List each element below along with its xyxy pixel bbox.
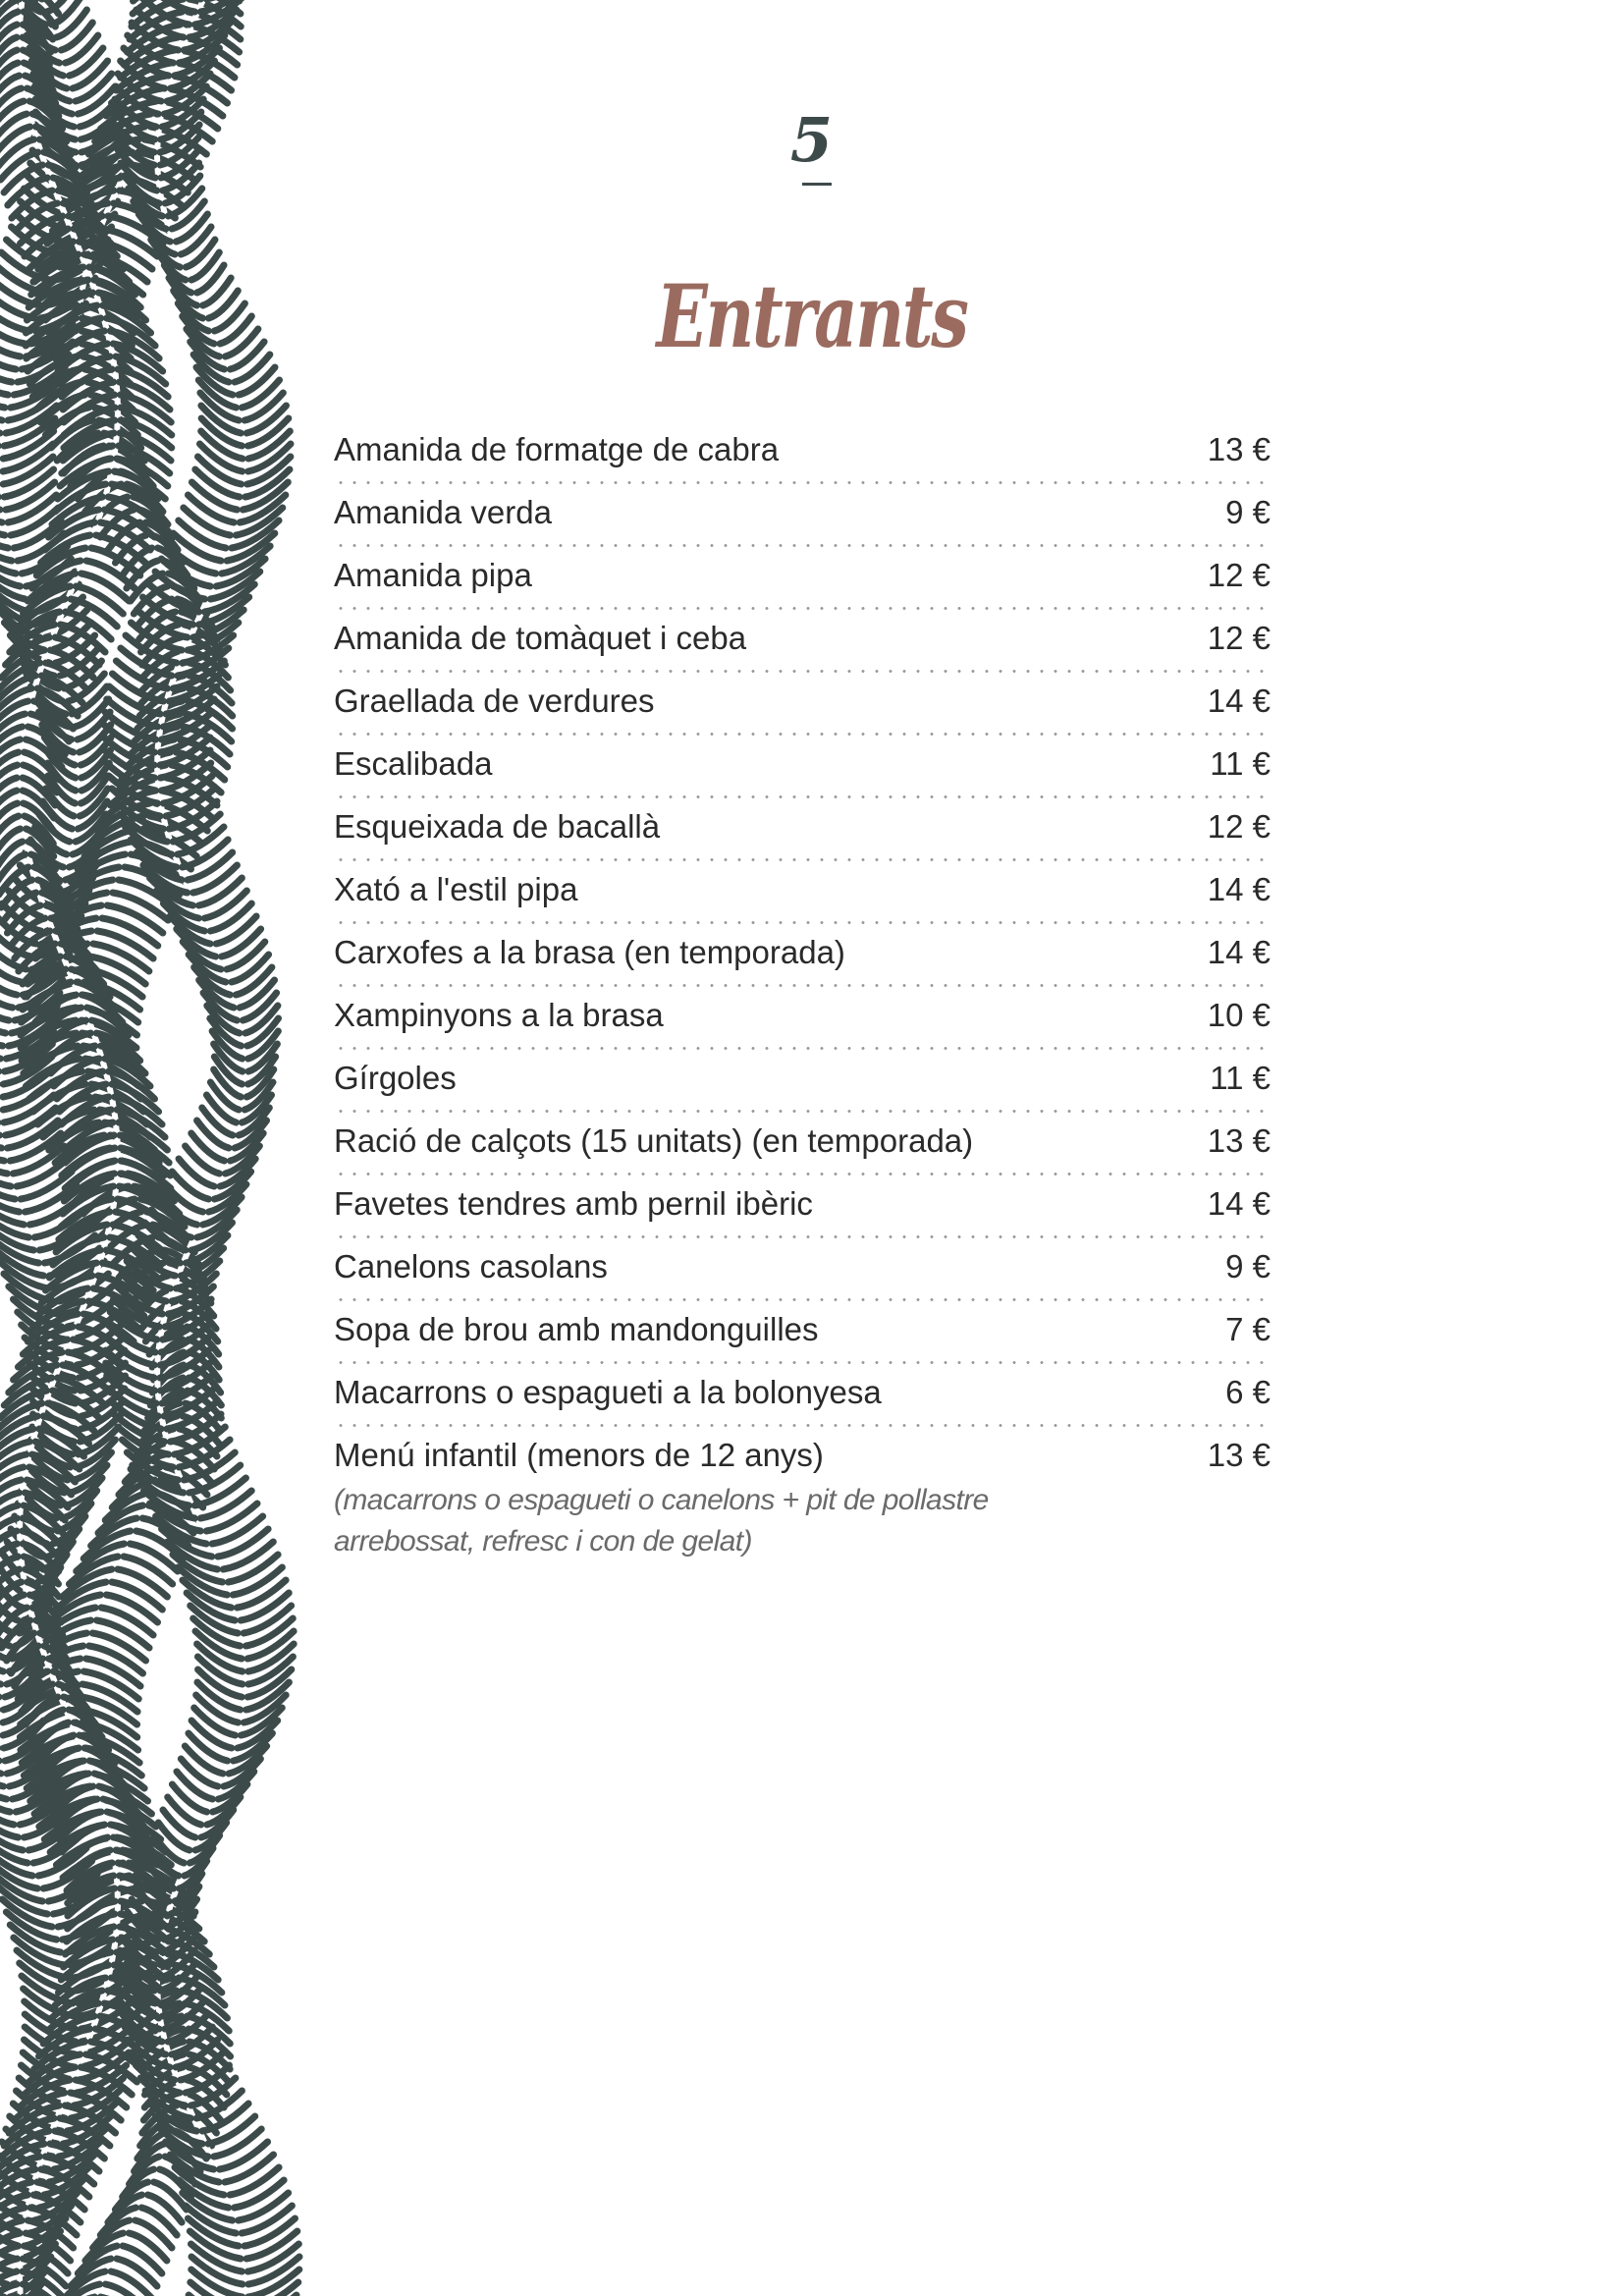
menu-item	[334, 925, 1271, 988]
menu-list	[334, 422, 1271, 1565]
section-title: Entrants	[656, 265, 967, 367]
item-price: 6 €	[1225, 1374, 1271, 1410]
item-price: 12 €	[1207, 620, 1271, 656]
dotted-separator	[334, 481, 1271, 484]
item-name: Graellada de verdures	[334, 683, 655, 719]
dotted-separator	[334, 670, 1271, 673]
item-name: Amanida pipa	[334, 557, 532, 593]
dotted-separator	[334, 984, 1271, 987]
dotted-separator	[334, 795, 1271, 798]
item-name: Xampinyons a la brasa	[334, 997, 664, 1033]
item-name: Amanida verda	[334, 494, 552, 530]
menu-item	[334, 485, 1271, 548]
menu-item	[334, 1365, 1271, 1428]
page-number: 5	[789, 104, 834, 176]
menu-item	[334, 737, 1271, 799]
item-price: 14 €	[1207, 1185, 1271, 1222]
item-price: 14 €	[1207, 934, 1271, 970]
item-price: 12 €	[1207, 557, 1271, 593]
dotted-separator	[334, 1298, 1271, 1301]
menu-item	[334, 1176, 1271, 1239]
item-price: 11 €	[1210, 745, 1271, 782]
item-price: 10 €	[1207, 997, 1271, 1033]
menu-item	[334, 1114, 1271, 1176]
dotted-separator	[334, 1173, 1271, 1175]
menu-item	[334, 862, 1271, 925]
item-name: Macarrons o espagueti a la bolonyesa	[334, 1374, 882, 1410]
item-name: Canelons casolans	[334, 1248, 608, 1285]
dotted-separator	[334, 733, 1271, 736]
page-number-underline	[802, 183, 832, 186]
item-note: (macarrons o espagueti o canelons + pit de pollastre arrebossat, refresc i con de gelat)	[334, 1484, 989, 1558]
item-price: 7 €	[1225, 1311, 1271, 1347]
item-name: Menú infantil (menors de 12 anys)	[334, 1437, 824, 1473]
item-name: Esqueixada de bacallà	[334, 808, 661, 845]
item-name: Carxofes a la brasa (en temporada)	[334, 934, 845, 970]
item-name: Favetes tendres amb pernil ibèric	[334, 1185, 813, 1222]
item-price: 12 €	[1207, 808, 1271, 845]
dotted-separator	[334, 921, 1271, 924]
item-price: 13 €	[1207, 1437, 1271, 1473]
item-name: Xató a l'estil pipa	[334, 871, 578, 907]
item-name: Ració de calçots (15 unitats) (en temporada)	[334, 1122, 974, 1159]
item-name: Amanida de formatge de cabra	[334, 431, 780, 467]
menu-item	[334, 548, 1271, 611]
dotted-separator	[334, 858, 1271, 861]
item-price: 11 €	[1210, 1060, 1271, 1096]
item-name: Gírgoles	[334, 1060, 457, 1096]
menu-item	[334, 799, 1271, 862]
item-price: 14 €	[1207, 871, 1271, 907]
dotted-separator	[334, 544, 1271, 547]
item-price: 13 €	[1207, 1122, 1271, 1159]
dotted-separator	[334, 1235, 1271, 1238]
dotted-separator	[334, 607, 1271, 610]
menu-item	[334, 1239, 1271, 1302]
menu-item	[334, 422, 1271, 485]
menu-item	[334, 674, 1271, 737]
item-price: 9 €	[1225, 494, 1271, 530]
item-name: Sopa de brou amb mandonguilles	[334, 1311, 819, 1347]
item-name: Escalibada	[334, 745, 493, 782]
dotted-separator	[334, 1361, 1271, 1364]
item-price: 13 €	[1207, 431, 1271, 467]
dotted-separator	[334, 1047, 1271, 1050]
item-name: Amanida de tomàquet i ceba	[334, 620, 747, 656]
dotted-separator	[334, 1424, 1271, 1427]
menu-item	[334, 988, 1271, 1051]
item-price: 9 €	[1225, 1248, 1271, 1285]
dotted-separator	[334, 1110, 1271, 1113]
item-price: 14 €	[1207, 683, 1271, 719]
menu-item	[334, 1051, 1271, 1114]
menu-item	[334, 1302, 1271, 1365]
menu-item	[334, 1428, 1271, 1565]
menu-item	[334, 611, 1271, 674]
